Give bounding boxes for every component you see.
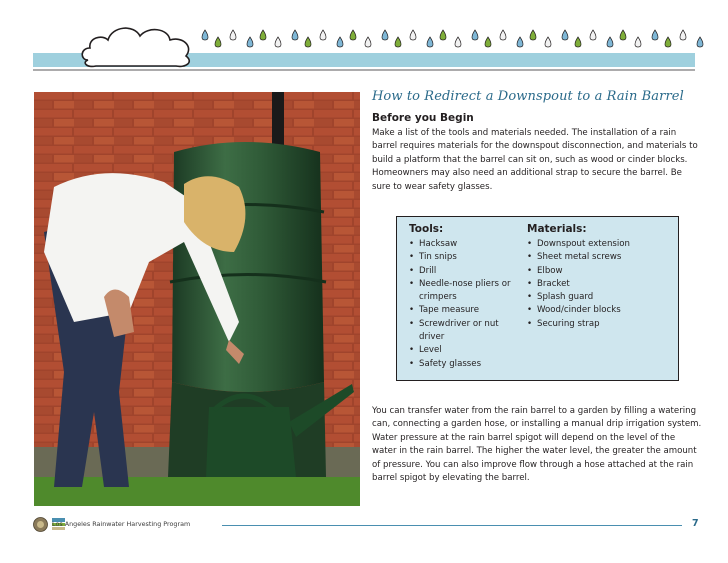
raindrop-icon	[590, 30, 596, 40]
footer-divider	[222, 525, 682, 526]
tool-item: • Needle-nose pliers or crimpers	[409, 278, 524, 305]
raindrop-icon	[500, 30, 506, 40]
tool-item: • Level	[409, 344, 524, 357]
material-item: • Splash guard	[527, 291, 637, 304]
raindrop-icon	[562, 30, 568, 40]
material-item: • Elbow	[527, 265, 637, 278]
raindrop-icon	[320, 30, 326, 40]
tool-item: • Tin snips	[409, 251, 524, 264]
tools-heading: Tools:	[409, 223, 444, 235]
tools-materials-box	[396, 216, 679, 381]
raindrop-icon	[247, 37, 253, 47]
raindrop-icon	[485, 37, 491, 47]
raindrop-icon	[607, 37, 613, 47]
materials-column	[527, 223, 637, 331]
tool-item: • Drill	[409, 265, 524, 278]
raindrop-icon	[665, 37, 671, 47]
material-item: • Securing strap	[527, 318, 637, 331]
footer-program-name: Los Angeles Rainwater Harvesting Program	[52, 520, 191, 528]
raindrop-icon	[517, 37, 523, 47]
section-heading: Before you Begin	[372, 112, 474, 124]
raindrop-icon	[620, 30, 626, 40]
material-item: • Wood/cinder blocks	[527, 304, 637, 317]
program-seal-icon	[33, 517, 48, 532]
page-title: How to Redirect a Downspout to a Rain Barrel	[372, 89, 684, 104]
closing-paragraph: You can transfer water from the rain barrel to a garden by filling a watering can, connecting a garden hose, or installing a manual drip irrigation system. Water pressure at the rain barrel spigot will depend on the level of the water in the rain barrel. The higher the water level, the greater the amount of pressure. You can also improve flow through a hose attached at the rain barrel spigot by elevating the barrel.	[372, 406, 702, 484]
raindrop-icon	[635, 37, 641, 47]
tool-item: • Hacksaw	[409, 238, 524, 251]
material-item: • Bracket	[527, 278, 637, 291]
intro-paragraph: Make a list of the tools and materials needed. The installation of a rain barrel requires materials for the downspout disconnection, and materials to build a platform that the barrel can sit on, such as wood or cinder blocks. Homeowners may also need an additional strap to secure the barrel. Be sure to wear safety glasses.	[372, 128, 698, 192]
raindrop-icon	[215, 37, 221, 47]
raindrop-icon	[350, 30, 356, 40]
raindrop-icon	[365, 37, 371, 47]
raindrop-icon	[545, 37, 551, 47]
raindrop-icon	[472, 30, 478, 40]
raindrop-icon	[230, 30, 236, 40]
raindrop-icon	[382, 30, 388, 40]
raindrop-icon	[395, 37, 401, 47]
materials-heading: Materials:	[527, 223, 587, 235]
page-number: 7	[692, 518, 699, 529]
materials-list	[527, 238, 637, 331]
rain-barrel-photo	[34, 92, 360, 506]
raindrop-icon	[260, 30, 266, 40]
raindrop-icon	[440, 30, 446, 40]
raindrop-icon	[275, 37, 281, 47]
raindrop-icon	[292, 30, 298, 40]
tool-item: • Tape measure	[409, 304, 524, 317]
raindrop-icon	[575, 37, 581, 47]
tool-item: • Screwdriver or nut driver	[409, 318, 524, 345]
raindrop-icon	[427, 37, 433, 47]
material-item: • Downspout extension	[527, 238, 637, 251]
raindrop-icon	[410, 30, 416, 40]
raindrop-icon	[202, 30, 208, 40]
material-item: • Sheet metal screws	[527, 251, 637, 264]
raindrop-icon	[697, 37, 703, 47]
raindrop-icon	[455, 37, 461, 47]
tools-column	[409, 223, 524, 371]
raindrop-icon	[652, 30, 658, 40]
tool-item: • Safety glasses	[409, 358, 524, 371]
raindrop-icon	[530, 30, 536, 40]
tools-list	[409, 238, 524, 371]
raindrop-icon	[305, 37, 311, 47]
raindrop-icon	[337, 37, 343, 47]
cloud-icon	[78, 20, 198, 70]
raindrop-icon	[680, 30, 686, 40]
